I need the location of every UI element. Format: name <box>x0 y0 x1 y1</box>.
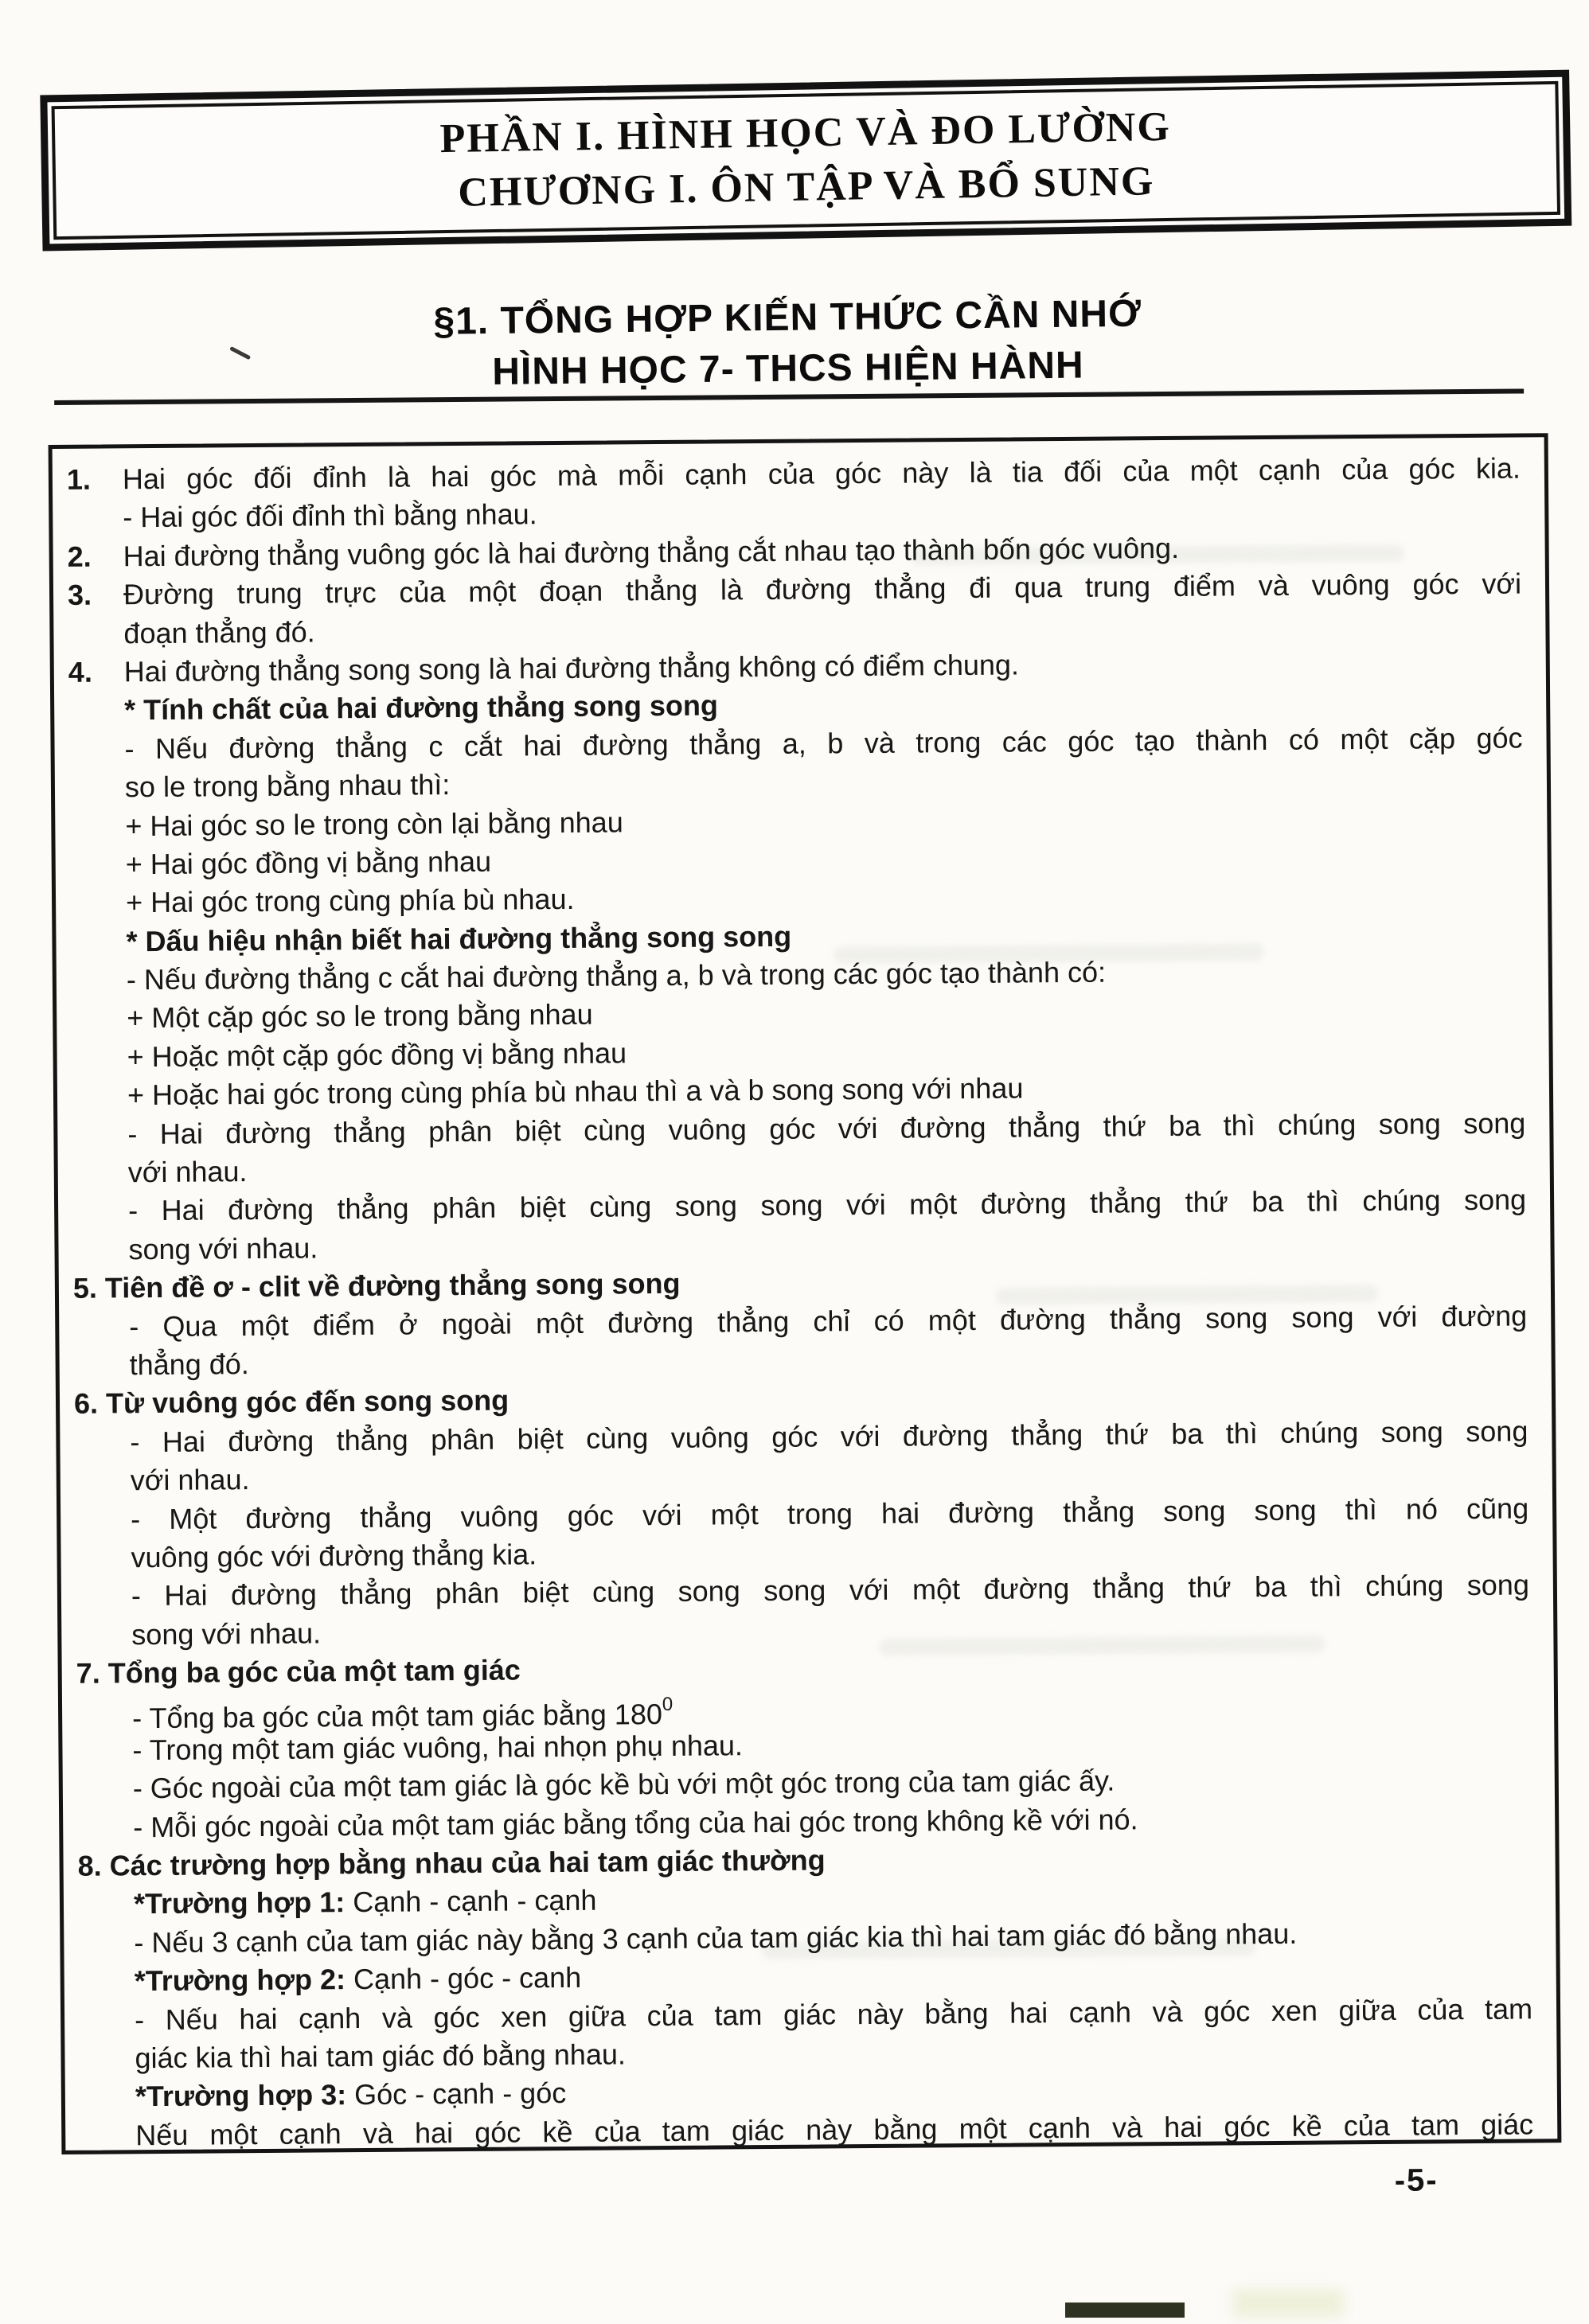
line-text: Hai đường thẳng song song là hai đường thẳng không có điểm chung. <box>123 648 1020 688</box>
chapter-title: CHƯƠNG I. ÔN TẬP VÀ BỔ SUNG <box>457 158 1155 216</box>
content-line: - Nếu đường thẳng c cắt hai đường thẳng a, b và trong các góc tạo thành có: <box>126 955 1107 996</box>
case-label: *Trường hợp 2: <box>134 1963 346 1998</box>
chapter-header-inner-border <box>52 81 1561 240</box>
section-title-line1: §1. TỔNG HỢP KIẾN THỨC CẦN NHỚ <box>433 292 1142 343</box>
content-line: song với nhau. <box>131 1616 322 1651</box>
case-label: *Trường hợp 3: <box>135 2078 347 2113</box>
content-line: song với nhau. <box>128 1231 318 1266</box>
section-title <box>0 283 1583 404</box>
content-line: - Hai góc đối đỉnh thì bằng nhau. <box>123 497 537 534</box>
knowledge-summary-box <box>49 433 1562 2154</box>
line-text: Hai góc đối đỉnh là hai góc mà mỗi cạnh của góc này là tia đối của một cạnh của góc kia. <box>122 451 1521 496</box>
content-line: - Nếu hai cạnh và góc xen giữa của tam giác này bằng hai cạnh và góc xen giữa của tam <box>134 1992 1533 2036</box>
content-line: đoạn thẳng đó. <box>123 614 315 649</box>
content-line: thẳng đó. <box>129 1347 249 1382</box>
content-line: - Góc ngoài của một tam giác là góc kề bù với một góc trong của tam giác ấy. <box>132 1764 1115 1805</box>
part-title: PHẦN I. HÌNH HỌC VÀ ĐO LƯỜNG <box>439 103 1172 162</box>
line-text: Cạnh - cạnh - cạnh <box>345 1884 597 1919</box>
case-label: *Trường hợp 1: <box>133 1885 346 1920</box>
content-line: với nhau. <box>130 1463 250 1497</box>
content-heading: 7. Tổng ba góc của một tam giác <box>76 1653 521 1690</box>
content-line: - Hai đường thẳng phân biệt cùng vuông góc với đường thẳng thứ ba thì chúng song song <box>130 1414 1528 1459</box>
content-line: - Qua một điểm ở ngoài một đường thẳng chỉ có một đường thẳng song song với đường <box>129 1299 1528 1343</box>
line-text: Hai đường thẳng vuông góc là hai đường thẳng cắt nhau tạo thành bốn góc vuông. <box>123 531 1180 573</box>
line-text: Cạnh - góc - canh <box>345 1961 582 1996</box>
content-line: giác kia thì hai tam giác đó bằng nhau. <box>135 2037 627 2075</box>
content-line: - Mỗi góc ngoài của một tam giác bằng tổng của hai góc trong không kề với nó. <box>133 1803 1138 1843</box>
content-subheading: * Dấu hiệu nhận biết hai đường thẳng song song <box>126 919 792 957</box>
chapter-header-box <box>40 70 1571 252</box>
item-number: 1. <box>66 462 92 496</box>
content-line: - Nếu đường thẳng c cắt hai đường thẳng a, b và trong các góc tạo thành có một cặp góc <box>124 721 1523 766</box>
line-text: Góc - cạnh - góc <box>346 2076 567 2111</box>
content-line: - Hai đường thẳng phân biệt cùng song song với một đường thẳng thứ ba thì chúng song <box>127 1183 1527 1227</box>
page-number: -5- <box>1394 2162 1439 2198</box>
content-line: + Hai góc so le trong còn lại bằng nhau <box>125 805 623 842</box>
content-line: + Hoặc một cặp góc đồng vị bằng nhau <box>127 1036 627 1074</box>
content-line: + Hai góc trong cùng phía bù nhau. <box>125 883 575 919</box>
content-line: - Nếu 3 cạnh của tam giác này bằng 3 cạnh của tam giác kia thì hai tam giác đó bằng nhau. <box>134 1917 1298 1959</box>
line-text: Đường trung trực của một đoạn thẳng là đường thẳng đi qua trung điểm và vuông góc với <box>123 567 1522 611</box>
scan-artifact <box>1232 2289 1344 2318</box>
content-line: với nhau. <box>127 1155 248 1189</box>
content-heading: 8. Các trường hợp bằng nhau của hai tam giác thường <box>77 1843 826 1882</box>
content-line: - Hai đường thẳng phân biệt cùng song song với một đường thẳng thứ ba thì chúng song <box>131 1568 1530 1612</box>
content-line: Nếu một cạnh và hai góc kề của tam giác này bằng một cạnh và hai góc kề của tam giác <box>135 2108 1534 2152</box>
content-heading: 5. Tiên đề ơ - clit về đường thẳng song song <box>72 1267 681 1305</box>
content-line: - Một đường thẳng vuông góc với một trong hai đường thẳng song song thì nó cũng <box>131 1491 1529 1535</box>
content-line: + Một cặp góc so le trong bằng nhau <box>127 998 593 1035</box>
content-subheading: * Tính chất của hai đường thẳng song song <box>124 688 719 727</box>
degree-superscript: 0 <box>662 1693 673 1715</box>
section-title-line2: HÌNH HỌC 7- THCS HIỆN HÀNH <box>492 344 1084 393</box>
content-line: - Trong một tam giác vuông, hai nhọn phụ nhau. <box>132 1729 744 1767</box>
content-line: so le trong bằng nhau thì: <box>124 768 451 804</box>
content-line: vuông góc với đường thẳng kia. <box>131 1538 537 1574</box>
content-line: + Hoặc hai góc trong cùng phía bù nhau thì a và b song song với nhau <box>127 1071 1024 1112</box>
item-number: 2. <box>67 540 92 573</box>
content-line: - Hai đường thẳng phân biệt cùng vuông góc với đường thẳng thứ ba thì chúng song song <box>127 1106 1526 1150</box>
item-number: 3. <box>67 578 92 612</box>
content-heading: 6. Từ vuông góc đến song song <box>73 1383 509 1421</box>
content-line: + Hai góc đồng vị bằng nhau <box>125 844 492 881</box>
scan-artifact-bar <box>1065 2303 1185 2318</box>
line-text: - Tổng ba góc của một tam giác bằng 180 <box>131 1697 663 1734</box>
item-number: 4. <box>68 655 93 688</box>
